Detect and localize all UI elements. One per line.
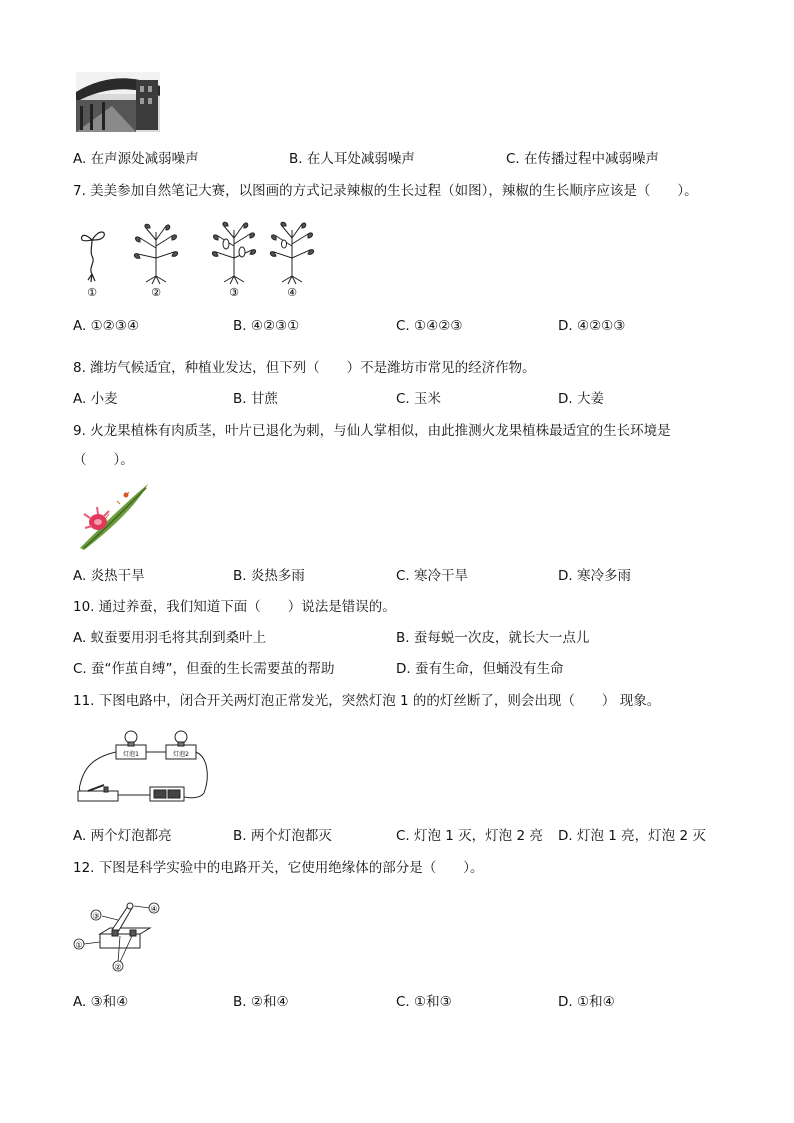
callout-2: ②	[114, 962, 122, 972]
pepper-growth-figure	[74, 218, 324, 300]
q9-question-line1: 9. 火龙果植株有肉质茎，叶片已退化为刺，与仙人掌相似，由此推测火龙果植株最适宜的生长环境是	[73, 423, 671, 439]
q10-option-a[interactable]: A. 蚁蚕要用羽毛将其刮到桑叶上	[73, 630, 267, 646]
bulb-1-label: 灯泡1	[123, 751, 139, 758]
figure-label-4: ④	[287, 286, 297, 299]
q11-option-d[interactable]: D. 灯泡 1 亮，灯泡 2 灭	[558, 828, 706, 844]
q8-option-b[interactable]: B. 甘蔗	[233, 391, 278, 407]
q10-question: 10. 通过养蚕，我们知道下面（ ）说法是错误的。	[73, 599, 396, 615]
q8-option-c[interactable]: C. 玉米	[396, 391, 442, 407]
q10-option-d[interactable]: D. 蚕有生命，但蛹没有生命	[396, 661, 564, 677]
fruiting-plant-drawing	[212, 222, 255, 284]
q12-option-a[interactable]: A. ③和④	[73, 994, 129, 1010]
q8-option-d[interactable]: D. 大姜	[558, 391, 604, 407]
figure-label-2: ②	[151, 286, 161, 299]
flowering-plant-drawing	[134, 224, 177, 284]
q11-question: 11. 下图电路中，闭合开关两灯泡正常发光，突然灯泡 1 的的灯丝断了，则会出现（ ） 现象。	[73, 693, 661, 709]
q12-option-b[interactable]: B. ②和④	[233, 994, 289, 1010]
bulb-2-label: 灯泡2	[173, 751, 189, 758]
street-noise-photo	[76, 72, 160, 132]
q6-option-b[interactable]: B. 在人耳处减弱噪声	[289, 151, 415, 167]
q6-option-c[interactable]: C. 在传播过程中减弱噪声	[506, 151, 660, 167]
q7-question: 7. 美美参加自然笔记大赛，以图画的方式记录辣椒的生长过程（如图），辣椒的生长顺序应该是（ ）。	[73, 183, 698, 199]
q12-option-d[interactable]: D. ①和④	[558, 994, 615, 1010]
q7-option-c[interactable]: C. ①④②③	[396, 318, 463, 334]
q7-option-d[interactable]: D. ④②①③	[558, 318, 626, 334]
q9-question-line2: （ ）。	[73, 452, 134, 468]
q10-option-b[interactable]: B. 蚕每蜕一次皮，就长大一点儿	[396, 630, 590, 646]
q9-option-b[interactable]: B. 炎热多雨	[233, 568, 305, 584]
switch-icon	[78, 785, 118, 801]
q11-option-a[interactable]: A. 两个灯泡都亮	[73, 828, 172, 844]
q9-option-d[interactable]: D. 寒冷多雨	[558, 568, 631, 584]
series-circuit-figure	[74, 727, 212, 807]
figure-label-1: ①	[87, 286, 97, 299]
q8-question: 8. 潍坊气候适宜，种植业发达，但下列（ ）不是潍坊市常见的经济作物。	[73, 360, 536, 376]
q9-option-c[interactable]: C. 寒冷干旱	[396, 568, 469, 584]
callout-3: ③	[92, 911, 100, 921]
q11-option-b[interactable]: B. 两个灯泡都灭	[233, 828, 332, 844]
q7-option-a[interactable]: A. ①②③④	[73, 318, 139, 334]
q12-question: 12. 下图是科学实验中的电路开关，它使用绝缘体的部分是（ ）。	[73, 860, 484, 876]
seedling-drawing	[81, 232, 104, 282]
q10-option-c[interactable]: C. 蚕“作茧自缚”，但蚕的生长需要茧的帮助	[73, 661, 335, 677]
q11-option-c[interactable]: C. 灯泡 1 灭，灯泡 2 亮	[396, 828, 543, 844]
dragon-fruit-photo	[76, 482, 152, 552]
q12-option-c[interactable]: C. ①和③	[396, 994, 452, 1010]
callout-1: ①	[75, 940, 83, 950]
callout-4: ④	[150, 904, 158, 914]
q9-option-a[interactable]: A. 炎热干旱	[73, 568, 145, 584]
knife-switch-figure	[72, 900, 164, 976]
q8-option-a[interactable]: A. 小麦	[73, 391, 118, 407]
battery-icon	[150, 787, 184, 801]
mature-plant-drawing	[270, 222, 313, 284]
q7-option-b[interactable]: B. ④②③①	[233, 318, 300, 334]
figure-label-3: ③	[229, 286, 239, 299]
q6-option-a[interactable]: A. 在声源处减弱噪声	[73, 151, 199, 167]
